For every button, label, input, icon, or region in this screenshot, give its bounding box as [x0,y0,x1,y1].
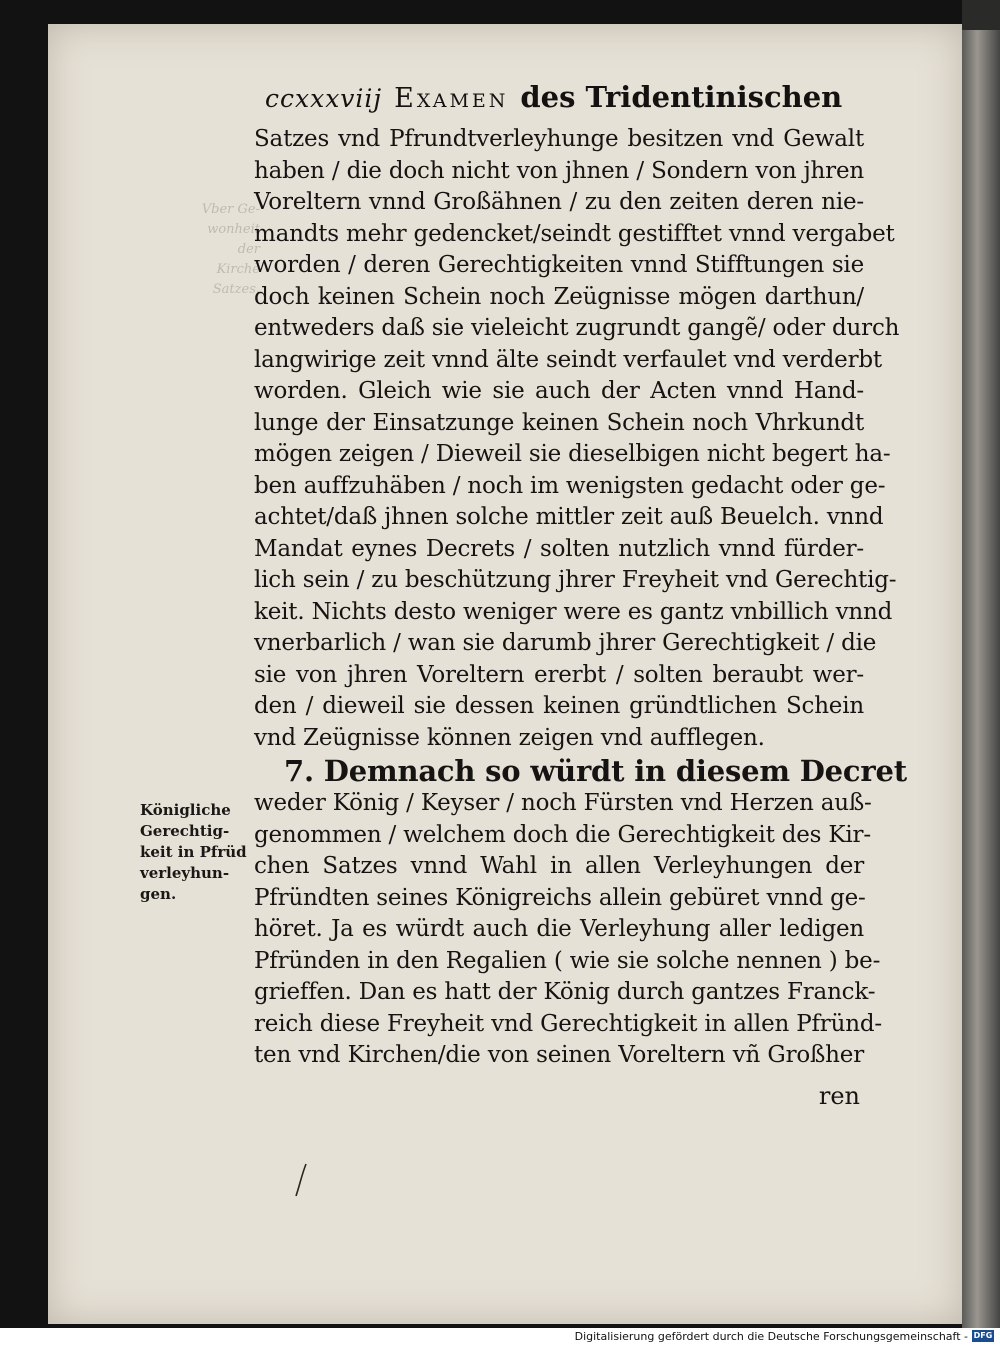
bleed-through-line: wonheit [207,222,260,237]
text-line: Mandat eynes Decrets / solten nutzlich vnnd fürder- [254,535,864,562]
text-line: vnerbarlich / wan sie darumb jhrer Gerechtigkeit / die [254,630,877,656]
running-title-rest: des Tridentinischen [520,80,843,114]
text-line: ben auffzuhäben / noch im wenigsten gedacht oder ge- [254,472,886,499]
running-title-examen: Examen [394,83,509,114]
text-line: ten vnd Kirchen/die von seinen Voreltern vñ Großher [254,1042,864,1068]
marginal-note-line: gen. [140,885,177,903]
marginal-note [140,800,247,905]
text-line: keit. Nichts desto weniger were es gantz vnbillich vnnd [254,598,893,625]
marginal-note-line: keit in Pfrüd [140,843,247,861]
dfg-logo-icon: DFG [973,1331,993,1340]
book-spine-edge [962,0,1000,1345]
text-line: Satzes vnd Pfrundtverleyhunge besitzen vnd Gewalt [254,126,864,152]
paragraph-seven-start: 7. Demnach so würdt in diesem Decret [284,754,907,788]
catchword: ren [818,1082,860,1110]
spine-corner [962,0,1000,30]
text-line: mögen zeigen / Dieweil sie dieselbigen nicht begert ha- [254,441,891,467]
text-line: worden. Gleich wie sie auch der Acten vnnd Hand- [254,378,864,404]
text-line: lunge der Einsatzunge keinen Schein noch Vhrkundt [254,409,864,436]
marginal-note-line: Königliche [140,801,231,819]
marginal-note-line: Gerechtig- [140,822,230,840]
bleed-through-line: der Kirchē [216,242,260,277]
text-line: vnd Zeügnisse können zeigen vnd aufflegen. [254,724,765,751]
text-line: Pfründen in den Regalien ( wie sie solche nennen ) be- [254,947,881,974]
text-line: reich diese Freyheit vnd Gerechtigkeit in allen Pfründ- [254,1010,882,1037]
text-line: lich sein / zu beschützung jhrer Freyheit vnd Gerechtig- [254,567,897,593]
text-line: den / dieweil sie dessen keinen gründtlichen Schein [254,693,864,719]
stray-ink-mark [292,1160,312,1200]
main-text-block [254,124,907,1072]
text-line: mandts mehr gedencket/seindt gestifftet vnnd vergabet [254,220,895,247]
folio-number: ccxxxviij [265,84,383,113]
text-line: doch keinen Schein noch Zeügnisse mögen darthun/ [254,283,864,310]
text-line: langwirige zeit vnnd älte seindt verfaulet vnd verderbt [254,346,882,373]
text-line: sie von jhren Voreltern ererbt / solten beraubt wer- [254,661,864,688]
running-head [265,80,857,130]
text-line: höret. Ja es würdt auch die Verleyhung aller ledigen [254,916,864,942]
text-line: Pfründten seines Königreichs allein gebüret vnnd ge- [254,884,866,911]
bleed-through-line: Vber Ge- [201,202,260,217]
text-line: achtet/daß jhnen solche mittler zeit auß Beuelch. vnnd [254,504,884,530]
text-line: chen Satzes vnnd Wahl in allen Verleyhungen der [254,853,864,879]
bleed-through-line: Satzes. [212,282,260,297]
text-line: Voreltern vnnd Großähnen / zu den zeiten deren nie- [254,189,864,215]
funding-notice: Digitalisierung gefördert durch die Deutsche Forschungsgemeinschaft - [574,1330,968,1343]
bleed-through-note [200,200,260,300]
text-line: haben / die doch nicht von jhnen / Sondern von jhren [254,157,864,184]
marginal-note-line: verleyhun- [140,864,230,882]
text-line: genommen / welchem doch die Gerechtigkeit des Kir- [254,821,871,848]
text-line: entweders daß sie vieleicht zugrundt gangẽ/ oder durch [254,315,900,341]
text-line: worden / deren Gerechtigkeiten vnnd Stifftungen sie [254,252,864,278]
text-line: grieffen. Dan es hatt der König durch gantzes Franck- [254,979,876,1005]
text-line: weder König / Keyser / noch Fürsten vnd Herzen auß- [254,790,872,816]
